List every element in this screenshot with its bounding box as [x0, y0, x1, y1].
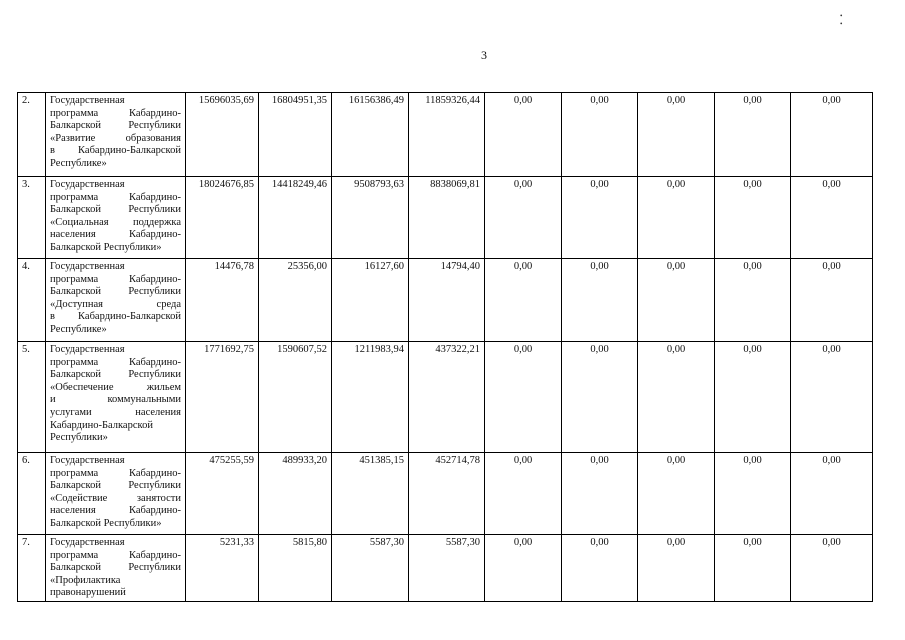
- zero-amount-cell: 0,00: [562, 93, 638, 177]
- zero-amount-cell: 0,00: [485, 259, 562, 342]
- amount-cell: 5587,30: [332, 535, 409, 602]
- table-body: [18, 93, 873, 602]
- amount-cell: 16156386,49: [332, 93, 409, 177]
- program-name-line: Республики»: [50, 432, 108, 444]
- program-name-line: и коммунальными: [50, 394, 181, 406]
- amount-cell: 475255,59: [186, 453, 259, 535]
- program-name-line: «Социальная поддержка: [50, 216, 181, 228]
- table-row: [18, 93, 873, 177]
- zero-amount-cell: 0,00: [715, 259, 791, 342]
- row-number: 2.: [18, 93, 46, 177]
- program-name-line: программа Кабардино-: [50, 191, 181, 203]
- program-name-line: Балкарской Республики: [50, 369, 181, 381]
- program-name-line: Балкарской Республики»: [50, 517, 162, 529]
- program-name-line: программа Кабардино-: [50, 356, 181, 368]
- program-name-line: «Содействие занятости: [50, 492, 181, 504]
- program-name-line: Государственная: [50, 344, 125, 355]
- program-name-line: «Развитие образования: [50, 132, 181, 144]
- row-number: 3.: [18, 177, 46, 259]
- program-name-line: правонарушений: [50, 587, 126, 599]
- program-name-line: Государственная: [50, 537, 125, 548]
- amount-cell: 1771692,75: [186, 342, 259, 453]
- program-name-line: услугами населения: [50, 406, 181, 418]
- amount-cell: 1590607,52: [259, 342, 332, 453]
- program-name-line: населения Кабардино-: [50, 229, 181, 241]
- zero-amount-cell: 0,00: [715, 177, 791, 259]
- amount-cell: 18024676,85: [186, 177, 259, 259]
- program-name: [46, 177, 186, 259]
- row-number: 7.: [18, 535, 46, 602]
- amount-cell: 452714,78: [409, 453, 485, 535]
- zero-amount-cell: 0,00: [485, 177, 562, 259]
- amount-cell: 5815,80: [259, 535, 332, 602]
- zero-amount-cell: 0,00: [562, 535, 638, 602]
- program-name-line: программа Кабардино-: [50, 107, 181, 119]
- program-name: [46, 93, 186, 177]
- table-row: [18, 177, 873, 259]
- zero-amount-cell: 0,00: [791, 93, 873, 177]
- program-name-line: Балкарской Республики: [50, 204, 181, 216]
- zero-amount-cell: 0,00: [485, 453, 562, 535]
- page-number: 3: [481, 48, 487, 62]
- amount-cell: 437322,21: [409, 342, 485, 453]
- zero-amount-cell: 0,00: [562, 177, 638, 259]
- program-name: [46, 342, 186, 453]
- program-name-line: Государственная: [50, 455, 125, 466]
- zero-amount-cell: 0,00: [638, 259, 715, 342]
- zero-amount-cell: 0,00: [638, 535, 715, 602]
- zero-amount-cell: 0,00: [485, 535, 562, 602]
- zero-amount-cell: 0,00: [638, 453, 715, 535]
- row-number: 5.: [18, 342, 46, 453]
- program-name-line: Республике»: [50, 157, 107, 169]
- program-name-line: Республике»: [50, 323, 107, 335]
- corner-marks: • •: [840, 12, 873, 28]
- zero-amount-cell: 0,00: [791, 535, 873, 602]
- zero-amount-cell: 0,00: [715, 93, 791, 177]
- program-name-line: «Профилактика: [50, 574, 121, 586]
- zero-amount-cell: 0,00: [791, 177, 873, 259]
- zero-amount-cell: 0,00: [638, 93, 715, 177]
- amount-cell: 15696035,69: [186, 93, 259, 177]
- program-name-line: в Кабардино-Балкарской: [50, 311, 181, 323]
- program-name: [46, 453, 186, 535]
- row-number: 4.: [18, 259, 46, 342]
- program-name-line: «Обеспечение жильем: [50, 381, 181, 393]
- zero-amount-cell: 0,00: [638, 342, 715, 453]
- zero-amount-cell: 0,00: [791, 259, 873, 342]
- amount-cell: 14794,40: [409, 259, 485, 342]
- amount-cell: 14418249,46: [259, 177, 332, 259]
- program-name-line: Кабардино-Балкарской: [50, 419, 153, 431]
- zero-amount-cell: 0,00: [562, 259, 638, 342]
- amount-cell: 25356,00: [259, 259, 332, 342]
- program-name: [46, 259, 186, 342]
- budget-table: [17, 92, 873, 602]
- zero-amount-cell: 0,00: [791, 342, 873, 453]
- row-number: 6.: [18, 453, 46, 535]
- table-row: [18, 535, 873, 602]
- amount-cell: 5587,30: [409, 535, 485, 602]
- program-name-line: населения Кабардино-: [50, 505, 181, 517]
- table-row: [18, 342, 873, 453]
- amount-cell: 11859326,44: [409, 93, 485, 177]
- program-name-line: Государственная: [50, 261, 125, 272]
- zero-amount-cell: 0,00: [715, 453, 791, 535]
- amount-cell: 16127,60: [332, 259, 409, 342]
- table-row: [18, 453, 873, 535]
- amount-cell: 451385,15: [332, 453, 409, 535]
- program-name: [46, 535, 186, 602]
- program-name-line: Балкарской Республики: [50, 120, 181, 132]
- program-name-line: Балкарской Республики: [50, 562, 181, 574]
- program-name-line: Балкарской Республики: [50, 286, 181, 298]
- amount-cell: 489933,20: [259, 453, 332, 535]
- table-row: [18, 259, 873, 342]
- program-name-line: Государственная: [50, 179, 125, 190]
- program-name-line: Балкарской Республики: [50, 480, 181, 492]
- program-name-line: программа Кабардино-: [50, 467, 181, 479]
- program-name-line: «Доступная среда: [50, 298, 181, 310]
- zero-amount-cell: 0,00: [791, 453, 873, 535]
- zero-amount-cell: 0,00: [485, 342, 562, 453]
- zero-amount-cell: 0,00: [715, 535, 791, 602]
- amount-cell: 8838069,81: [409, 177, 485, 259]
- amount-cell: 5231,33: [186, 535, 259, 602]
- amount-cell: 16804951,35: [259, 93, 332, 177]
- program-name-line: программа Кабардино-: [50, 549, 181, 561]
- program-name-line: Балкарской Республики»: [50, 241, 162, 253]
- zero-amount-cell: 0,00: [715, 342, 791, 453]
- amount-cell: 14476,78: [186, 259, 259, 342]
- program-name-line: программа Кабардино-: [50, 273, 181, 285]
- zero-amount-cell: 0,00: [638, 177, 715, 259]
- amount-cell: 9508793,63: [332, 177, 409, 259]
- zero-amount-cell: 0,00: [485, 93, 562, 177]
- program-name-line: в Кабардино-Балкарской: [50, 145, 181, 157]
- amount-cell: 1211983,94: [332, 342, 409, 453]
- zero-amount-cell: 0,00: [562, 342, 638, 453]
- program-name-line: Государственная: [50, 95, 125, 106]
- zero-amount-cell: 0,00: [562, 453, 638, 535]
